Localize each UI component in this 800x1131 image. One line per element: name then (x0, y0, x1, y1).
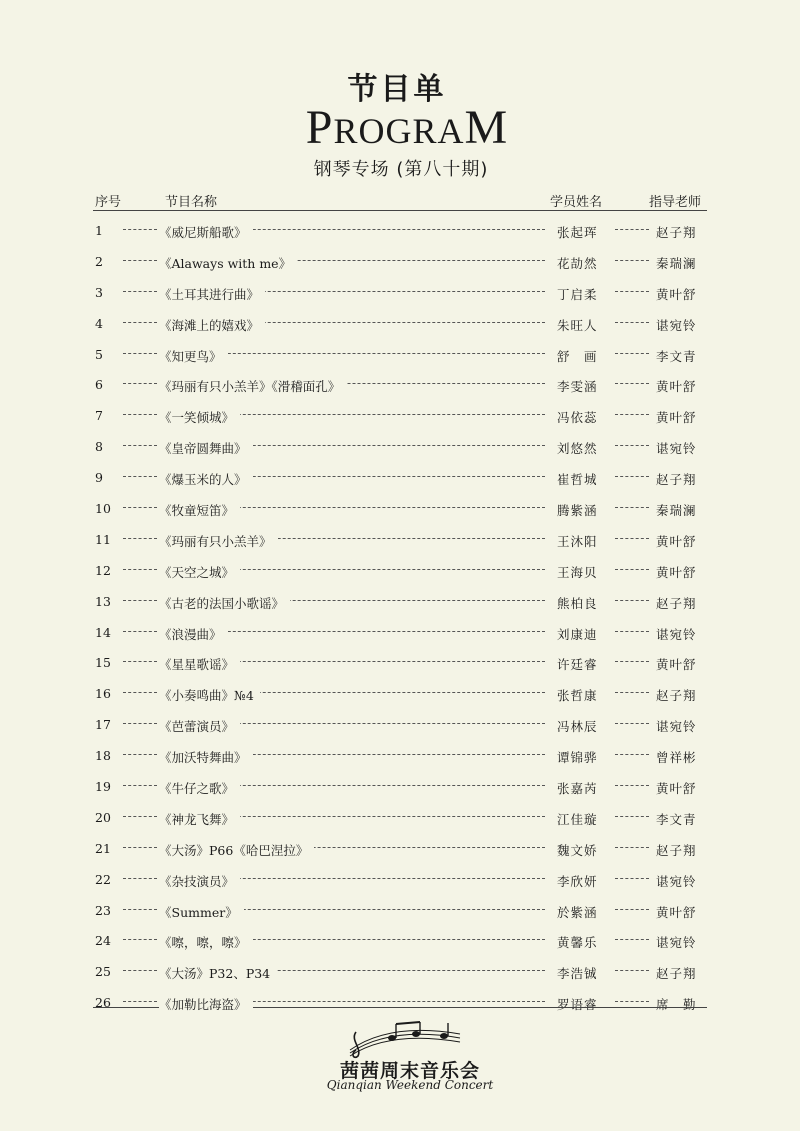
leader-dots (123, 383, 157, 384)
program-title: 《知更鸟》 (159, 347, 228, 365)
student-name: 张哲康 (557, 688, 598, 704)
table-row (93, 841, 707, 872)
row-number: 21 (95, 840, 111, 856)
student-name: 魏文娇 (557, 842, 598, 858)
leader-dots (123, 260, 157, 261)
leader-dots (123, 939, 157, 940)
teacher-name: 席 勤 (656, 997, 697, 1013)
leader-dots (615, 631, 649, 632)
col-teacher: 指导老师 (649, 195, 702, 210)
table-row (93, 686, 707, 717)
leader-dots (615, 909, 649, 910)
leader-dots (123, 322, 157, 323)
student-name: 李欣妍 (557, 873, 598, 889)
program-title: 《嚓，嚓，嚓》 (159, 933, 253, 951)
program-title: 《神龙飞舞》 (159, 810, 240, 828)
music-staff-icon (320, 1020, 500, 1060)
col-program: 节目名称 (165, 195, 218, 210)
student-name: 李浩铖 (557, 966, 598, 982)
teacher-name: 黄叶舒 (656, 904, 697, 920)
table-row (93, 655, 707, 686)
leader-dots (615, 600, 649, 601)
logo-text-en: Qianqian Weekend Concert (326, 1078, 494, 1092)
leader-dots (615, 260, 649, 261)
table-row (93, 810, 707, 841)
title-en-middle: ROGRA (333, 111, 465, 151)
program-title: 《星星歌谣》 (159, 655, 240, 673)
row-number: 1 (95, 223, 103, 238)
teacher-name: 赵子翔 (656, 842, 697, 858)
teacher-name: 谌宛铃 (656, 441, 697, 457)
row-number: 5 (95, 346, 103, 362)
program-title: 《古老的法国小歌谣》 (159, 594, 290, 612)
row-number: 3 (95, 284, 103, 300)
table-row (93, 594, 707, 625)
teacher-name: 黄叶舒 (656, 286, 697, 302)
row-number: 15 (95, 655, 111, 671)
student-name: 崔哲城 (557, 472, 598, 488)
leader-dots (123, 878, 157, 879)
table-row (93, 903, 707, 934)
row-number: 20 (95, 809, 111, 825)
leader-dots (615, 816, 649, 817)
row-number: 17 (95, 717, 111, 733)
student-name: 黄馨乐 (557, 935, 598, 951)
student-name: 王沐阳 (557, 533, 598, 549)
teacher-name: 李文青 (656, 811, 697, 827)
student-name: 江佳璇 (557, 811, 598, 827)
program-title: 《大汤》P32、P34 (159, 964, 276, 982)
leader-dots (615, 538, 649, 539)
student-name: 张起珲 (557, 225, 598, 240)
leader-dots (123, 476, 157, 477)
leader-dots (615, 754, 649, 755)
table-row (93, 439, 707, 470)
student-name: 舒 画 (557, 348, 598, 364)
table-row (93, 254, 707, 285)
table-row (93, 285, 707, 316)
program-title: 《海滩上的嬉戏》 (159, 316, 265, 334)
student-name: 刘康迪 (557, 626, 598, 642)
teacher-name: 谌宛铃 (656, 873, 697, 889)
student-name: 罗语睿 (557, 997, 598, 1013)
student-name: 熊柏良 (557, 595, 598, 611)
leader-dots (615, 507, 649, 508)
row-number: 14 (95, 624, 111, 640)
table-row (93, 625, 707, 656)
teacher-name: 黄叶舒 (656, 781, 697, 797)
student-name: 朱旺人 (557, 317, 598, 333)
row-number: 25 (95, 964, 111, 980)
row-number: 7 (95, 408, 103, 424)
header-rule (93, 210, 707, 211)
program-title: 《爆玉米的人》 (159, 470, 253, 488)
teacher-name: 谌宛铃 (656, 719, 697, 735)
program-title: 《皇帝圆舞曲》 (159, 439, 253, 457)
leader-dots (615, 383, 649, 384)
student-name: 花劼然 (557, 255, 598, 271)
leader-dots (615, 414, 649, 415)
teacher-name: 谌宛铃 (656, 626, 697, 642)
teacher-name: 李文青 (656, 348, 697, 364)
teacher-name: 黄叶舒 (656, 657, 697, 673)
leader-dots (123, 569, 157, 570)
teacher-name: 秦瑞澜 (656, 255, 697, 271)
leader-dots (123, 692, 157, 693)
teacher-name: 谌宛铃 (656, 935, 697, 951)
program-title: 《土耳其进行曲》 (159, 285, 265, 303)
program-title: 《Alaways with me》 (159, 254, 297, 272)
table-row (93, 223, 707, 254)
teacher-name: 黄叶舒 (656, 533, 697, 549)
program-title: 《玛丽有只小羔羊》《滑稽面孔》 (159, 377, 346, 395)
teacher-name: 赵子翔 (656, 225, 697, 240)
table-body (93, 223, 707, 1026)
leader-dots (615, 692, 649, 693)
leader-dots (615, 723, 649, 724)
page-subtitle: 钢琴专场 (第八十期) (313, 159, 489, 180)
student-name: 许廷睿 (557, 657, 598, 673)
leader-dots (615, 785, 649, 786)
teacher-name: 谌宛铃 (656, 317, 697, 333)
leader-dots (123, 909, 157, 910)
program-title: 《杂技演员》 (159, 872, 240, 890)
row-number: 4 (95, 315, 103, 331)
table-row (93, 779, 707, 810)
leader-dots (123, 414, 157, 415)
program-title: 《浪漫曲》 (159, 625, 228, 643)
row-number: 8 (95, 439, 103, 455)
page-title: 节目单 (347, 72, 447, 107)
col-student: 学员姓名 (550, 195, 603, 210)
program-title: 《加沃特舞曲》 (159, 748, 253, 766)
student-name: 於紫涵 (557, 904, 598, 920)
table-row (93, 408, 707, 439)
student-name: 丁启柔 (557, 286, 598, 302)
program-title: 《一笑倾城》 (159, 408, 240, 426)
row-number: 26 (95, 995, 111, 1011)
row-number: 12 (95, 562, 111, 578)
row-number: 23 (95, 902, 111, 918)
student-name: 冯依蕊 (557, 410, 598, 426)
program-title: 《加勒比海盗》 (159, 995, 253, 1013)
program-title: 《芭蕾演员》 (159, 717, 240, 735)
teacher-name: 赵子翔 (656, 966, 697, 982)
table-row (93, 872, 707, 903)
leader-dots (615, 291, 649, 292)
leader-dots (123, 847, 157, 848)
concert-logo (320, 1020, 500, 1100)
row-number: 22 (95, 871, 111, 887)
row-number: 24 (95, 933, 111, 949)
leader-dots (123, 291, 157, 292)
teacher-name: 黄叶舒 (656, 379, 697, 395)
table-header (93, 188, 707, 210)
student-name: 王海贝 (557, 564, 598, 580)
row-number: 19 (95, 779, 111, 795)
student-name: 刘悠然 (557, 441, 598, 457)
leader-dots (615, 569, 649, 570)
leader-dots (615, 229, 649, 230)
leader-dots (615, 445, 649, 446)
student-name: 冯林辰 (557, 719, 598, 735)
student-name: 李雯涵 (557, 379, 598, 395)
student-name: 腾紫涵 (557, 503, 598, 519)
program-title: 《Summer》 (159, 903, 244, 921)
leader-dots (123, 1001, 157, 1002)
leader-dots (123, 661, 157, 662)
table-row (93, 563, 707, 594)
table-row (93, 933, 707, 964)
student-name: 谭锦骅 (557, 750, 598, 766)
leader-dots (123, 507, 157, 508)
leader-dots (123, 785, 157, 786)
leader-dots (123, 538, 157, 539)
page-title-english (14, 101, 800, 154)
program-title: 《天空之城》 (159, 563, 240, 581)
leader-dots (615, 661, 649, 662)
teacher-name: 秦瑞澜 (656, 503, 697, 519)
title-en-final: M (464, 101, 509, 154)
leader-dots (615, 939, 649, 940)
teacher-name: 黄叶舒 (656, 410, 697, 426)
row-number: 2 (95, 253, 103, 269)
table-row (93, 347, 707, 378)
table-row (93, 501, 707, 532)
row-number: 11 (95, 531, 111, 547)
col-num: 序号 (95, 195, 122, 210)
leader-dots (123, 600, 157, 601)
teacher-name: 黄叶舒 (656, 564, 697, 580)
table-row (93, 748, 707, 779)
student-name: 张嘉芮 (557, 781, 598, 797)
leader-dots (123, 229, 157, 230)
teacher-name: 曾祥彬 (656, 750, 697, 766)
program-title: 《威尼斯船歌》 (159, 223, 253, 241)
leader-dots (123, 723, 157, 724)
table-row (93, 532, 707, 563)
row-number: 9 (95, 470, 103, 486)
leader-dots (615, 878, 649, 879)
table-row (93, 377, 707, 408)
row-number: 6 (95, 377, 103, 393)
table-row (93, 470, 707, 501)
program-title: 《大汤》P66《哈巴涅拉》 (159, 841, 314, 859)
leader-dots (123, 353, 157, 354)
logo-text-cn: 茜茜周末音乐会 (339, 1060, 480, 1082)
row-number: 18 (95, 748, 111, 764)
leader-dots (615, 353, 649, 354)
title-en-initial: P (305, 101, 334, 154)
teacher-name: 赵子翔 (656, 688, 697, 704)
leader-dots (123, 754, 157, 755)
program-title: 《小奏鸣曲》№4 (159, 686, 260, 704)
table-row (93, 964, 707, 995)
leader-dots (615, 1001, 649, 1002)
leader-dots (615, 322, 649, 323)
table-row (93, 717, 707, 748)
leader-dots (123, 631, 157, 632)
row-number: 13 (95, 593, 111, 609)
program-title: 《牧童短笛》 (159, 501, 240, 519)
leader-dots (615, 970, 649, 971)
row-number: 16 (95, 686, 111, 702)
program-title: 《玛丽有只小羔羊》 (159, 532, 278, 550)
program-title: 《牛仔之歌》 (159, 779, 240, 797)
page-header (0, 74, 800, 181)
program-table (93, 188, 707, 1026)
leader-dots (123, 816, 157, 817)
leader-dots (123, 970, 157, 971)
row-number: 10 (95, 501, 111, 517)
teacher-name: 赵子翔 (656, 595, 697, 611)
leader-dots (615, 476, 649, 477)
leader-dots (123, 445, 157, 446)
leader-dots (615, 847, 649, 848)
table-row (93, 316, 707, 347)
teacher-name: 赵子翔 (656, 472, 697, 488)
